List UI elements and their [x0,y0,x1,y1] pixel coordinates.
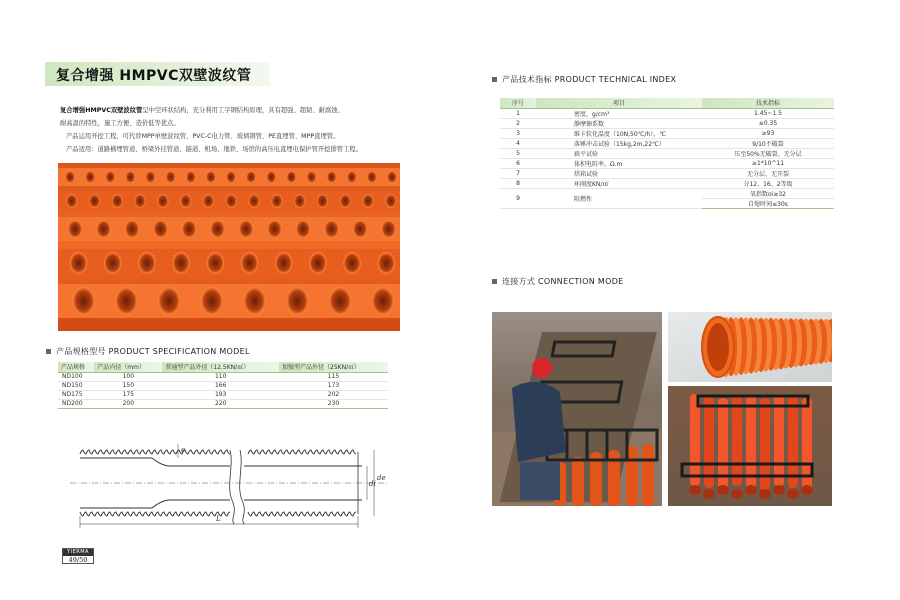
pipe-end [367,171,377,183]
tech-value: 自熄时间≤30s [702,198,834,208]
tech-no: 6 [500,158,536,168]
pipe-end [207,252,225,274]
pipe-end [106,171,116,183]
pipe-end [226,194,237,208]
spec-heading-text: 产品规格型号 PRODUCT SPECIFICATION MODEL [56,347,250,356]
connection-section-heading [492,276,624,287]
pipe-end [68,220,82,238]
table-row [58,372,388,381]
tech-value: 9/10不破裂 [702,138,834,148]
tech-item: 维卡软化温度（10N,50℃/h），℃ [536,128,702,138]
pipe-stack-photo [58,163,400,331]
connection-heading-text: 连接方式 CONNECTION MODE [502,277,624,286]
pipe-end [158,287,180,315]
bundle-pipe-end [703,489,715,499]
pipe-end [70,252,88,274]
pipe-end [317,194,328,208]
table-row [500,128,834,138]
pipe-corrugations [720,317,832,377]
pipe-end [343,252,361,274]
table-row [500,108,834,118]
corrugated-pipe-illustration [668,312,832,382]
pipe-end [329,287,351,315]
pipe-bundle-illustration [668,386,832,506]
bundle-pipe [704,396,714,488]
bundle-pipe [690,394,700,486]
intro-text [60,104,405,156]
pipe-end [210,220,224,238]
pipe-end [203,194,214,208]
pipe-end [324,220,338,238]
bundle-pipe [732,394,742,486]
pipe-end [153,220,167,238]
pipe-end [381,220,395,238]
pipe-end [182,220,196,238]
outer-wall-top [80,450,356,454]
page-title: 复合增强 HMPVC双壁波纹管 [56,68,252,84]
bullet-square-icon [46,349,51,354]
spec-cell: 230 [279,399,388,408]
pipe-end [246,171,256,183]
tech-value: ≤0.35 [702,118,834,128]
tech-value: 氧指数oi≥32 [702,188,834,198]
intro-line-1-rest: 呈中空环状结构，充分利用工字钢结构原理，具有超强、超韧、耐腐蚀、 [142,107,344,114]
spec-col-header: 产品内径（mm） [94,362,162,372]
spec-cell: ND175 [58,390,94,399]
tech-value: 分12、16、2等级 [702,178,834,188]
tech-no: 9 [500,188,536,208]
intro-lead: 复合增强HMPVC双壁波纹管 [60,107,143,114]
corrugated-pipe-photo [668,312,832,382]
tech-value: 压至50%无破裂、无分层 [702,148,834,158]
table-row [58,399,388,408]
bundle-pipe-end [759,489,771,499]
tech-col-header: 项目 [536,98,702,108]
bundle-pipe [774,394,784,486]
pipe-end [243,287,265,315]
pipe-end [186,171,196,183]
intro-line-1 [60,104,405,117]
spec-section-heading [46,346,250,357]
spec-cell: 110 [162,372,279,381]
pipe-end [362,194,373,208]
tech-col-header: 技术指标 [702,98,834,108]
bundle-pipe-end [731,489,743,499]
pipe-end [275,252,293,274]
worker-legs [520,462,560,500]
pipe-end [146,171,156,183]
tech-no: 2 [500,118,536,128]
tech-no: 8 [500,178,536,188]
tech-item: 扁平试验 [536,148,702,158]
pipe-end [307,171,317,183]
pipe-stack-illustration [58,163,400,331]
bundle-pipe [788,396,798,488]
pipe-end [201,287,223,315]
worker-helmet [532,358,552,378]
spec-cell: 175 [94,390,162,399]
pipe-end [112,194,123,208]
bundle-pipe-end [773,485,785,495]
pipe-end [126,171,136,183]
pipe-end [340,194,351,208]
table-row [58,390,388,399]
pipe-end [138,252,156,274]
pipe-end [226,171,236,183]
pipe-end [309,252,327,274]
bundle-pipe-end [801,485,813,495]
tech-value: 无分层、无开裂 [702,168,834,178]
pipe-bundle-photo [668,386,832,506]
tech-item: 密度，g/cm³ [536,108,702,118]
tech-col-header: 序号 [500,98,536,108]
spec-cell: 173 [279,381,388,390]
table-row [500,178,834,188]
spec-cell: 150 [94,381,162,390]
bundle-pipe-end [717,485,729,495]
table-row [500,138,834,148]
bundle-pipe [746,396,756,488]
pipe-end [65,171,75,183]
table-row [500,168,834,178]
brand-label: YIERMA [63,549,93,556]
pipe-end [134,194,145,208]
tech-heading-text: 产品技术指标 PRODUCT TECHNICAL INDEX [502,75,677,84]
tech-no: 5 [500,148,536,158]
tech-value: ≥93 [702,128,834,138]
intro-line-3: 产品运用开挖工程，可代替MPP单壁波纹管、PVC-C电力管、玻璃钢管、PE直埋管、MPP直埋管。 [66,133,340,140]
pipe-end [172,252,190,274]
pipe-end [294,194,305,208]
wall-label: e [181,446,186,454]
spec-cell: 220 [162,399,279,408]
socket-taper-top [152,458,230,466]
spec-cell: 202 [279,390,388,399]
pipe-end [347,171,357,183]
pipe-end [241,252,259,274]
pipe-end [387,171,397,183]
pipe-end [287,171,297,183]
spec-cell: 100 [94,372,162,381]
tech-item: 落锤冲击试验（15kg,2m,22℃） [536,138,702,148]
tech-item: 阻燃性 [536,188,702,208]
break-line-left [230,450,235,524]
pipe-end [286,287,308,315]
pipe-end [206,171,216,183]
tech-item: 静摩擦系数 [536,118,702,128]
spec-col-header: 加强型产品外径（25KN/㎡） [279,362,388,372]
table-row [500,158,834,168]
intro-line-4: 产品适用：道路横埋管道、桥梁外挂管道、隧道、机场、地铁、场馆的高压电直埋电保护管开挖排管工程。 [66,146,362,153]
spec-cell: ND150 [58,381,94,390]
pipe-end [125,220,139,238]
pipe-end [96,220,110,238]
pipe-end [267,220,281,238]
bundle-pipe-end [787,489,799,499]
pipe-end [296,220,310,238]
pipe-end [385,194,396,208]
tech-item: 环刚度KN/㎡ [536,178,702,188]
inner-diameter-label: di [369,480,376,488]
pipe-end [248,194,259,208]
pipe-end [66,194,77,208]
length-label: L [216,515,221,523]
spec-cell: 115 [279,372,388,381]
table-row [58,381,388,390]
pipe-end [266,171,276,183]
table-row [500,148,834,158]
trench-illustration [492,312,662,506]
pipe-technical-drawing [62,436,392,531]
pipe-end [180,194,191,208]
spec-col-header: 普通型产品外径（12.5KN/㎡） [162,362,279,372]
pipe-end [104,252,122,274]
tech-no: 7 [500,168,536,178]
page-number-tag [62,548,94,564]
socket-taper-bottom [152,500,230,508]
table-row [500,188,834,198]
spec-cell: 193 [162,390,279,399]
tech-no: 4 [500,138,536,148]
pipe-end [327,171,337,183]
tech-table-header-row [500,98,834,108]
intro-line-2: 耐高温的特性，施工方便、造价低等优点。 [60,120,180,127]
bundle-pipe-end [689,485,701,495]
tech-item: 体积电阻率，Ω.m [536,158,702,168]
pipe-end [72,287,94,315]
pipe-end [271,194,282,208]
pipe-end [115,287,137,315]
bundle-pipe-end [745,485,757,495]
pipe-end [372,287,394,315]
tech-value: ≥1*10^11 [702,158,834,168]
break-line-right [240,450,245,524]
pipe-end [239,220,253,238]
worker-jacket [512,382,566,462]
pipe-end [166,171,176,183]
pipe-end [378,252,396,274]
tech-item: 烘箱试验 [536,168,702,178]
pipe-end [157,194,168,208]
tech-section-heading [492,74,676,85]
pipe-section-diagram [62,436,392,531]
pipe-end [89,194,100,208]
tech-index-table [500,98,834,209]
spec-cell: ND100 [58,372,94,381]
tech-no: 1 [500,108,536,118]
spec-col-header: 产品规格 [58,362,94,372]
pipe-end [85,171,95,183]
spec-cell: 200 [94,399,162,408]
outer-diameter-label: de [377,474,386,482]
pipe-inner [707,323,729,371]
table-row [500,118,834,128]
installation-trench-photo [492,312,662,506]
spec-cell: 166 [162,381,279,390]
bullet-square-icon [492,77,497,82]
tech-value: 1.45~1.5 [702,108,834,118]
spec-cell: ND200 [58,399,94,408]
bullet-square-icon [492,279,497,284]
spec-table-header-row [58,362,388,372]
tech-no: 3 [500,128,536,138]
page-number: 49/50 [68,556,88,564]
spec-table [58,362,388,409]
pipe-end [353,220,367,238]
bundled-pipes [689,394,813,499]
